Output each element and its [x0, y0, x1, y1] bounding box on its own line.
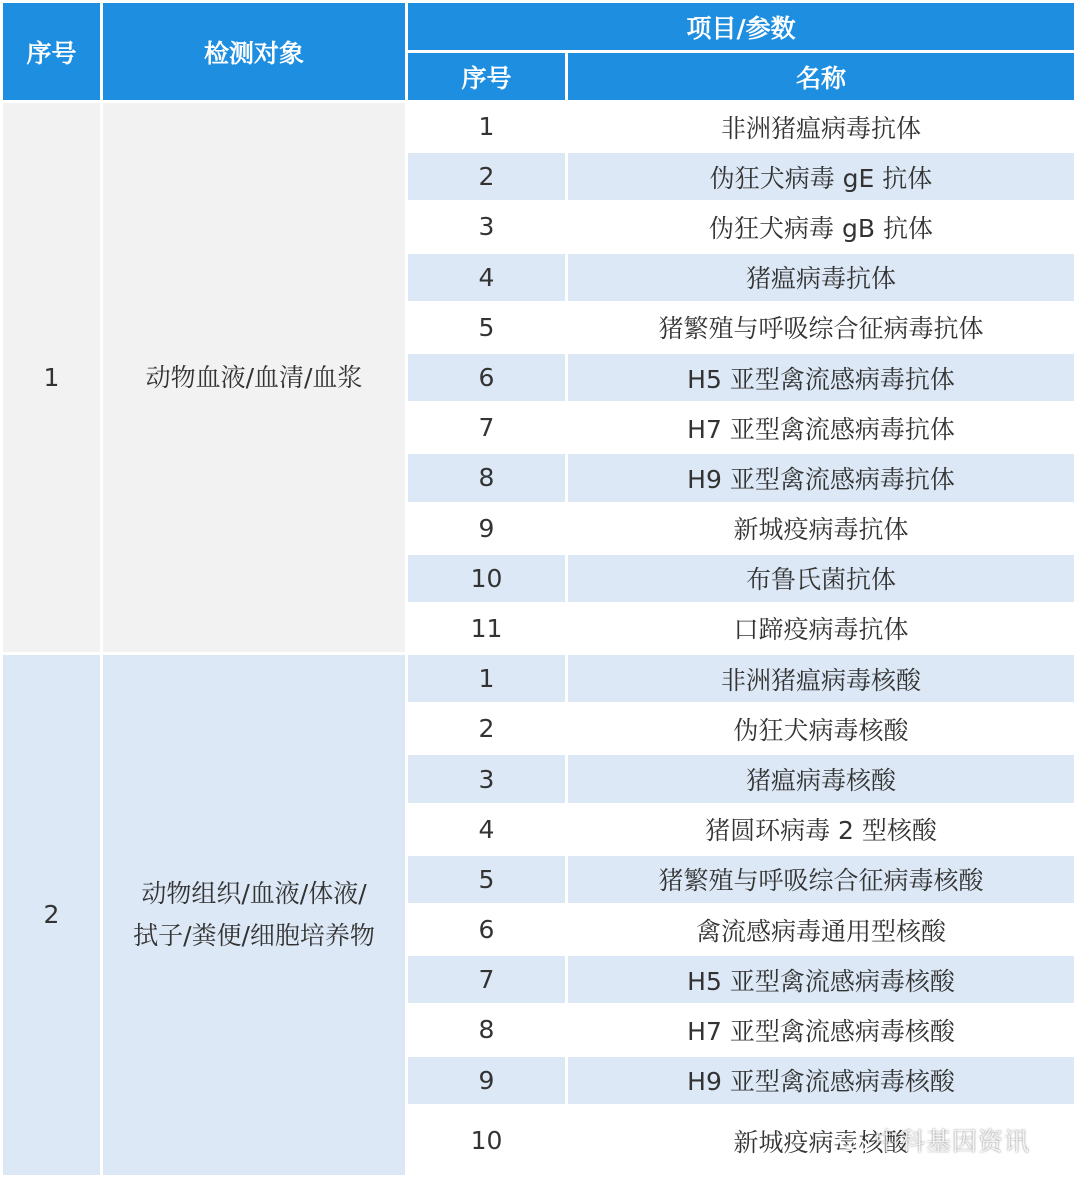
item-seq-cell: 7 — [408, 404, 568, 454]
group-seq-cell: 2 — [3, 655, 103, 1178]
target-line: 动物血液/血清/血浆 — [145, 362, 363, 392]
header-sub-name: 名称 — [568, 53, 1077, 103]
item-name-cell: H9 亚型禽流感病毒抗体 — [568, 454, 1077, 504]
item-seq-cell: 10 — [408, 555, 568, 605]
item-name-cell: 非洲猪瘟病毒抗体 — [568, 103, 1077, 153]
item-seq-cell: 6 — [408, 354, 568, 404]
item-seq-cell: 3 — [408, 755, 568, 805]
detection-table — [3, 3, 1077, 1178]
item-name-cell: 猪瘟病毒抗体 — [568, 254, 1077, 304]
item-seq-cell: 2 — [408, 705, 568, 755]
item-seq-cell: 4 — [408, 254, 568, 304]
item-seq-cell: 1 — [408, 103, 568, 153]
item-name-cell: 禽流感病毒通用型核酸 — [568, 906, 1077, 956]
item-name-cell: 猪繁殖与呼吸综合征病毒抗体 — [568, 304, 1077, 354]
group-seq-cell: 1 — [3, 103, 103, 655]
item-seq-cell: 8 — [408, 454, 568, 504]
item-seq-cell: 9 — [408, 1057, 568, 1107]
item-seq-cell: 11 — [408, 605, 568, 655]
wechat-icon — [838, 1132, 868, 1154]
target-line: 拭子/粪便/细胞培养物 — [133, 920, 375, 950]
item-name-cell: 非洲猪瘟病毒核酸 — [568, 655, 1077, 705]
item-name-cell: 伪狂犬病毒 gE 抗体 — [568, 153, 1077, 203]
item-name-cell: 伪狂犬病毒 gB 抗体 — [568, 203, 1077, 253]
item-seq-cell: 4 — [408, 806, 568, 856]
item-seq-cell: 10 — [408, 1107, 568, 1178]
item-seq-cell: 5 — [408, 304, 568, 354]
item-seq-cell: 2 — [408, 153, 568, 203]
item-name-cell: 伪狂犬病毒核酸 — [568, 705, 1077, 755]
item-seq-cell: 1 — [408, 655, 568, 705]
table-body — [3, 103, 1077, 1178]
item-name-cell: 猪繁殖与呼吸综合征病毒核酸 — [568, 856, 1077, 906]
item-name-cell: 新城疫病毒核酸 — [568, 1107, 1077, 1178]
header-seq: 序号 — [3, 3, 103, 103]
item-seq-cell: 9 — [408, 505, 568, 555]
watermark — [838, 1122, 1030, 1158]
item-name-cell: 布鲁氏菌抗体 — [568, 555, 1077, 605]
item-name-cell: H5 亚型禽流感病毒核酸 — [568, 956, 1077, 1006]
item-name-cell: 口蹄疫病毒抗体 — [568, 605, 1077, 655]
item-seq-cell: 3 — [408, 203, 568, 253]
target-line: 动物组织/血液/体液/ — [141, 878, 367, 908]
item-name-cell: 新城疫病毒抗体 — [568, 505, 1077, 555]
header-target: 检测对象 — [103, 3, 408, 103]
item-seq-cell: 6 — [408, 906, 568, 956]
group-target-cell — [103, 103, 408, 655]
header-project: 项目/参数 — [408, 3, 1077, 53]
table-row — [3, 655, 1077, 705]
item-seq-cell: 8 — [408, 1006, 568, 1056]
header-sub-seq: 序号 — [408, 53, 568, 103]
item-name-cell: 猪圆环病毒 2 型核酸 — [568, 806, 1077, 856]
watermark-text: 中科基因资讯 — [874, 1127, 1031, 1156]
group-target-cell — [103, 655, 408, 1178]
item-name-cell: H5 亚型禽流感病毒抗体 — [568, 354, 1077, 404]
item-name-cell: H9 亚型禽流感病毒核酸 — [568, 1057, 1077, 1107]
item-name-cell: 猪瘟病毒核酸 — [568, 755, 1077, 805]
item-name-cell: H7 亚型禽流感病毒核酸 — [568, 1006, 1077, 1056]
item-name-cell: H7 亚型禽流感病毒抗体 — [568, 404, 1077, 454]
table-row — [3, 103, 1077, 153]
item-seq-cell: 7 — [408, 956, 568, 1006]
item-seq-cell: 5 — [408, 856, 568, 906]
